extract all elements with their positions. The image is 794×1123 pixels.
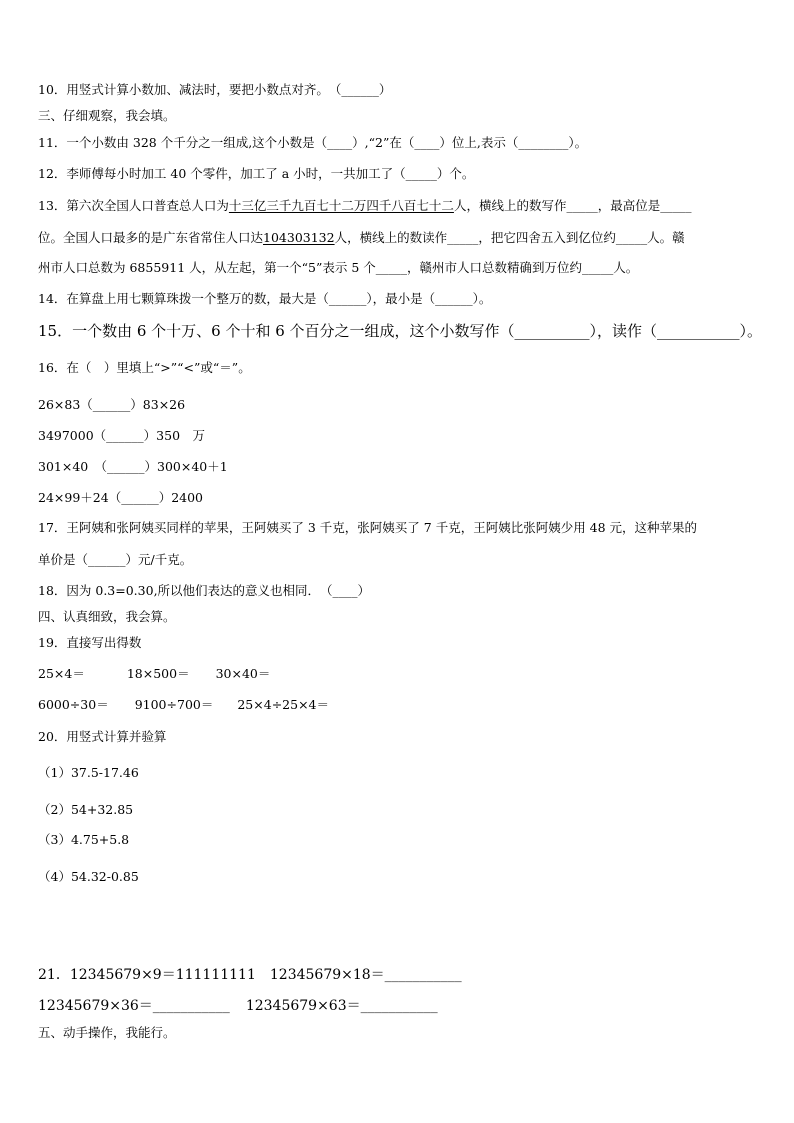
q21-a: 21．12345679×9＝111111111 — [38, 967, 256, 983]
q19-r1-c1: 25×4＝ — [38, 666, 85, 681]
question-11: 11．一个小数由 328 个千分之一组成,这个小数是（____）,“2”在（____）位上,表示（________）。 — [38, 135, 588, 150]
q13-line2-b: 人，横线上的数读作_____，把它四舍五入到亿位约_____人。赣 — [334, 230, 685, 245]
question-16-title: 16．在（ ）里填上“>”“<”或“＝”。 — [38, 360, 251, 375]
question-20-title: 20．用竖式计算并验算 — [38, 729, 167, 744]
q13-line2-a: 位。全国人口最多的是广东省常住人口达 — [38, 230, 264, 245]
q19-r2-c1: 6000÷30＝ — [38, 697, 109, 712]
question-13-line-3: 州市人口总数为 6855911 人，从左起，第一个“5”表示 5 个_____，赣州市人口总数精确到万位约_____人。 — [38, 260, 639, 275]
q19-r1-c3: 30×40＝ — [215, 666, 271, 681]
q21-c: 12345679×36＝___________ — [38, 998, 230, 1014]
q16-item-2: 3497000（______）350 万 — [38, 428, 206, 443]
q19-r2-c3: 25×4÷25×4＝ — [237, 697, 329, 712]
question-15: 15．一个数由 6 个十万、6 个十和 6 个百分之一组成，这个小数写作（__________），读作（___________）。 — [38, 322, 763, 340]
q20-item-1: （1）37.5-17.46 — [38, 765, 139, 780]
q13-text-b: 人，横线上的数写作_____，最高位是_____ — [453, 198, 692, 213]
question-18: 18．因为 0.3=0.30,所以他们表达的意义也相同． （____） — [38, 583, 371, 598]
q19-r2-c2: 9100÷700＝ — [134, 697, 214, 712]
q19-row-1 — [38, 666, 270, 682]
q20-item-2: （2）54+32.85 — [38, 802, 134, 817]
q19-row-2 — [38, 697, 329, 713]
q21-b: 12345679×18＝___________ — [269, 967, 462, 983]
section-5-heading: 五、动手操作，我能行。 — [38, 1025, 176, 1040]
question-19-title: 19．直接写出得数 — [38, 635, 142, 650]
question-21-line-1 — [38, 967, 462, 984]
question-17-line-1: 17．王阿姨和张阿姨买同样的苹果，王阿姨买了 3 千克，张阿姨买了 7 千克，王阿姨比张阿姨少用 48 元，这种苹果的 — [38, 520, 698, 535]
q16-item-3: 301×40 （______）300×40＋1 — [38, 459, 228, 474]
question-13-line-1 — [38, 198, 691, 214]
q21-d: 12345679×63＝___________ — [245, 998, 438, 1014]
q19-r1-c2: 18×500＝ — [126, 666, 190, 681]
q13-text-a: 13．第六次全国人口普查总人口为 — [38, 198, 229, 213]
q16-item-4: 24×99＋24（______）2400 — [38, 490, 204, 505]
question-21-line-2 — [38, 998, 438, 1015]
question-17-line-2: 单价是（______）元/千克。 — [38, 552, 193, 567]
question-13-line-2 — [38, 230, 685, 246]
q13-line2-underlined: 104303132 — [263, 230, 335, 245]
section-3-heading: 三、仔细观察，我会填。 — [38, 108, 176, 123]
section-4-heading: 四、认真细致，我会算。 — [38, 609, 176, 624]
question-12: 12．李师傅每小时加工 40 个零件，加工了 a 小时，一共加工了（_____）个。 — [38, 166, 475, 181]
q16-item-1: 26×83（______）83×26 — [38, 397, 186, 412]
q20-item-4: （4）54.32-0.85 — [38, 869, 139, 884]
q20-item-3: （3）4.75+5.8 — [38, 832, 130, 847]
question-10: 10．用竖式计算小数加、减法时，要把小数点对齐。 （______） — [38, 82, 392, 97]
q13-underlined-number: 十三亿三千九百七十二万四千八百七十二 — [228, 198, 454, 213]
question-14: 14．在算盘上用七颗算珠拨一个整万的数，最大是（______），最小是（______）。 — [38, 291, 492, 306]
